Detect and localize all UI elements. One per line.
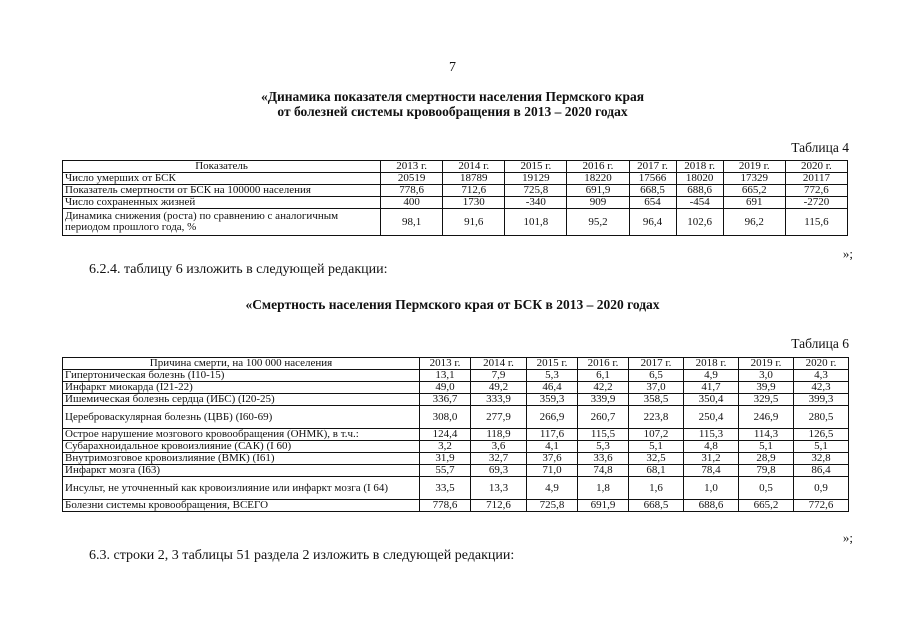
table6-row-label: Инсульт, не уточненный как кровоизлияние или инфаркт мозга (I 64) <box>63 477 420 500</box>
table6-cell: 4,9 <box>527 477 578 500</box>
table4-year-header: 2018 г. <box>676 161 723 173</box>
table6-cell: 665,2 <box>739 500 794 512</box>
table6-cell: 46,4 <box>527 382 578 394</box>
table6-row <box>63 382 849 394</box>
table6-row-label: Острое нарушение мозгового кровообращения (ОНМК), в т.ч.: <box>63 429 420 441</box>
table6-row-label: Внутримозговое кровоизлияние (ВМК) (I61) <box>63 453 420 465</box>
table4-title-line2: от болезней системы кровообращения в 2013 – 2020 годах <box>277 104 628 119</box>
table4-closing-quote: »; <box>842 246 853 261</box>
table6-row <box>63 465 849 477</box>
table6-cell: 114,3 <box>739 429 794 441</box>
table6-cell: 5,3 <box>578 441 629 453</box>
table4-year-header: 2017 г. <box>629 161 676 173</box>
table6-year-header: 2018 г. <box>684 358 739 370</box>
table6-title: «Смертность населения Пермского края от БСК в 2013 – 2020 годах <box>245 297 660 312</box>
table6-cell: 3,2 <box>420 441 471 453</box>
table4-cell: 691 <box>723 197 785 209</box>
table6-year-header: 2020 г. <box>794 358 849 370</box>
table6-cell: 7,9 <box>471 370 527 382</box>
table6-cell: 0,9 <box>794 477 849 500</box>
paragraph-6-3: 6.3. строки 2, 3 таблицы 51 раздела 2 изложить в следующей редакции: <box>89 548 515 563</box>
table6-row-label: Болезни системы кровообращения, ВСЕГО <box>63 500 420 512</box>
table6-cell: 115,3 <box>684 429 739 441</box>
table6-cell: 359,3 <box>527 394 578 406</box>
table6-cell: 329,5 <box>739 394 794 406</box>
table6-cell: 42,3 <box>794 382 849 394</box>
table6-cell: 277,9 <box>471 406 527 429</box>
table6-cell: 4,1 <box>527 441 578 453</box>
table6-cell: 79,8 <box>739 465 794 477</box>
table6-year-header: 2015 г. <box>527 358 578 370</box>
table6-row <box>63 500 849 512</box>
table6-cell: 5,3 <box>527 370 578 382</box>
table6-cell: 3,6 <box>471 441 527 453</box>
table4-cell: 665,2 <box>723 185 785 197</box>
table6-cell: 6,5 <box>629 370 684 382</box>
table4-cell: 20117 <box>785 173 847 185</box>
table6-cell: 32,5 <box>629 453 684 465</box>
table6-cell: 74,8 <box>578 465 629 477</box>
table6-cell: 13,1 <box>420 370 471 382</box>
table4-cell: 102,6 <box>676 209 723 236</box>
table6-cell: 308,0 <box>420 406 471 429</box>
table4-cell: 691,9 <box>567 185 629 197</box>
table6-cell: 1,6 <box>629 477 684 500</box>
table4-cell: 18020 <box>676 173 723 185</box>
table4-caption: Таблица 4 <box>791 140 849 155</box>
table6-cell: 86,4 <box>794 465 849 477</box>
table6-year-header: 2013 г. <box>420 358 471 370</box>
table6-row-label: Ишемическая болезнь сердца (ИБС) (I20-25) <box>63 394 420 406</box>
table6-cell: 266,9 <box>527 406 578 429</box>
table6-cell: 1,8 <box>578 477 629 500</box>
table6-year-header: 2019 г. <box>739 358 794 370</box>
table6-cell: 68,1 <box>629 465 684 477</box>
table4-row <box>63 209 848 236</box>
table4-cell: 725,8 <box>505 185 567 197</box>
table6-cell: 4,8 <box>684 441 739 453</box>
table4-cell: 668,5 <box>629 185 676 197</box>
table4-cell: 1730 <box>443 197 505 209</box>
table6-cell: 250,4 <box>684 406 739 429</box>
table4-year-header: 2016 г. <box>567 161 629 173</box>
table6-cell: 223,8 <box>629 406 684 429</box>
table6-cell: 4,3 <box>794 370 849 382</box>
table4-row <box>63 173 848 185</box>
table4-cell: 17566 <box>629 173 676 185</box>
table6-cell: 5,1 <box>794 441 849 453</box>
table6-cell: 117,6 <box>527 429 578 441</box>
paragraph-6-2-4: 6.2.4. таблицу 6 изложить в следующей редакции: <box>89 262 388 277</box>
table6-cell: 37,6 <box>527 453 578 465</box>
table4 <box>62 160 848 236</box>
table6-cell: 3,0 <box>739 370 794 382</box>
table6-cell: 31,2 <box>684 453 739 465</box>
table6-cell: 124,4 <box>420 429 471 441</box>
table4-cell: 688,6 <box>676 185 723 197</box>
table4-cell: 18220 <box>567 173 629 185</box>
table6-cell: 5,1 <box>629 441 684 453</box>
table6-cell: 107,2 <box>629 429 684 441</box>
table4-row <box>63 185 848 197</box>
table6-cell: 6,1 <box>578 370 629 382</box>
table6-cell: 71,0 <box>527 465 578 477</box>
table6 <box>62 357 849 512</box>
table4-title-line1: «Динамика показателя смертности населения Пермского края <box>260 89 645 104</box>
table6-cell: 0,5 <box>739 477 794 500</box>
page-number: 7 <box>449 60 456 75</box>
table4-row-label: Показатель смертности от БСК на 100000 населения <box>63 185 381 197</box>
table6-row <box>63 406 849 429</box>
table4-cell: -454 <box>676 197 723 209</box>
table6-cell: 772,6 <box>794 500 849 512</box>
table4-row-label: Число умерших от БСК <box>63 173 381 185</box>
table4-cell: 115,6 <box>785 209 847 236</box>
table6-row <box>63 429 849 441</box>
table6-cell: 78,4 <box>684 465 739 477</box>
table4-row <box>63 197 848 209</box>
table4-header-row <box>63 161 848 173</box>
table6-year-header: 2016 г. <box>578 358 629 370</box>
table6-cell: 691,9 <box>578 500 629 512</box>
table6-cell: 358,5 <box>629 394 684 406</box>
table6-row <box>63 394 849 406</box>
table6-cell: 246,9 <box>739 406 794 429</box>
table6-cell: 1,0 <box>684 477 739 500</box>
table6-cell: 399,3 <box>794 394 849 406</box>
table6-cell: 32,7 <box>471 453 527 465</box>
table6-closing-quote: »; <box>842 530 853 545</box>
table4-cell: 95,2 <box>567 209 629 236</box>
table6-cell: 778,6 <box>420 500 471 512</box>
table4-cell: -340 <box>505 197 567 209</box>
table6-cell: 49,0 <box>420 382 471 394</box>
table6-cell: 339,9 <box>578 394 629 406</box>
table6-cell: 126,5 <box>794 429 849 441</box>
table4-cell: 712,6 <box>443 185 505 197</box>
table6-cell: 69,3 <box>471 465 527 477</box>
table4-cell: 17329 <box>723 173 785 185</box>
table4-cell: 909 <box>567 197 629 209</box>
table6-cell: 55,7 <box>420 465 471 477</box>
table6-year-header: 2017 г. <box>629 358 684 370</box>
table6-cell: 4,9 <box>684 370 739 382</box>
table6-cell: 33,6 <box>578 453 629 465</box>
table6-row <box>63 441 849 453</box>
table6-row <box>63 453 849 465</box>
table4-cell: 18789 <box>443 173 505 185</box>
table4-year-header: 2015 г. <box>505 161 567 173</box>
table6-row <box>63 370 849 382</box>
table6-row-label: Инфаркт мозга (I63) <box>63 465 420 477</box>
table4-cell: 91,6 <box>443 209 505 236</box>
table6-cell: 350,4 <box>684 394 739 406</box>
table4-cell: 20519 <box>381 173 443 185</box>
table6-cell: 725,8 <box>527 500 578 512</box>
table6-cell: 115,5 <box>578 429 629 441</box>
table6-cell: 37,0 <box>629 382 684 394</box>
table4-year-header: 2020 г. <box>785 161 847 173</box>
table6-cell: 333,9 <box>471 394 527 406</box>
table6-row-label: Цереброваскулярная болезнь (ЦВБ) (I60-69) <box>63 406 420 429</box>
table4-cell: 101,8 <box>505 209 567 236</box>
table6-header-row <box>63 358 849 370</box>
table6-cell: 28,9 <box>739 453 794 465</box>
table4-cell: 772,6 <box>785 185 847 197</box>
table6-cell: 39,9 <box>739 382 794 394</box>
table6-cell: 5,1 <box>739 441 794 453</box>
table6-cell: 32,8 <box>794 453 849 465</box>
table4-header-label: Показатель <box>63 161 381 173</box>
table4-year-header: 2019 г. <box>723 161 785 173</box>
table6-cell: 33,5 <box>420 477 471 500</box>
table6-cell: 712,6 <box>471 500 527 512</box>
table4-cell: 778,6 <box>381 185 443 197</box>
table6-cell: 49,2 <box>471 382 527 394</box>
table6-cell: 668,5 <box>629 500 684 512</box>
table6-cell: 688,6 <box>684 500 739 512</box>
table4-year-header: 2014 г. <box>443 161 505 173</box>
table6-caption: Таблица 6 <box>791 336 849 351</box>
table6-cell: 31,9 <box>420 453 471 465</box>
table6-cell: 118,9 <box>471 429 527 441</box>
table4-cell: 96,4 <box>629 209 676 236</box>
table6-year-header: 2014 г. <box>471 358 527 370</box>
table4-row-label: Динамика снижения (роста) по сравнению с аналогичным периодом прошлого года, % <box>63 209 381 236</box>
table6-row <box>63 477 849 500</box>
table6-cell: 41,7 <box>684 382 739 394</box>
table6-row-label: Субарахноидальное кровоизлияние (САК) (I 60) <box>63 441 420 453</box>
table6-row-label: Инфаркт миокарда (I21-22) <box>63 382 420 394</box>
table4-row-label: Число сохраненных жизней <box>63 197 381 209</box>
table6-cell: 336,7 <box>420 394 471 406</box>
table6-header-label: Причина смерти, на 100 000 населения <box>63 358 420 370</box>
table6-cell: 280,5 <box>794 406 849 429</box>
table4-year-header: 2013 г. <box>381 161 443 173</box>
table6-cell: 260,7 <box>578 406 629 429</box>
table4-cell: 400 <box>381 197 443 209</box>
table4-cell: -2720 <box>785 197 847 209</box>
table4-cell: 96,2 <box>723 209 785 236</box>
table4-cell: 98,1 <box>381 209 443 236</box>
table6-cell: 13,3 <box>471 477 527 500</box>
table4-cell: 654 <box>629 197 676 209</box>
table4-cell: 19129 <box>505 173 567 185</box>
table6-cell: 42,2 <box>578 382 629 394</box>
table6-row-label: Гипертоническая болезнь (I10-15) <box>63 370 420 382</box>
